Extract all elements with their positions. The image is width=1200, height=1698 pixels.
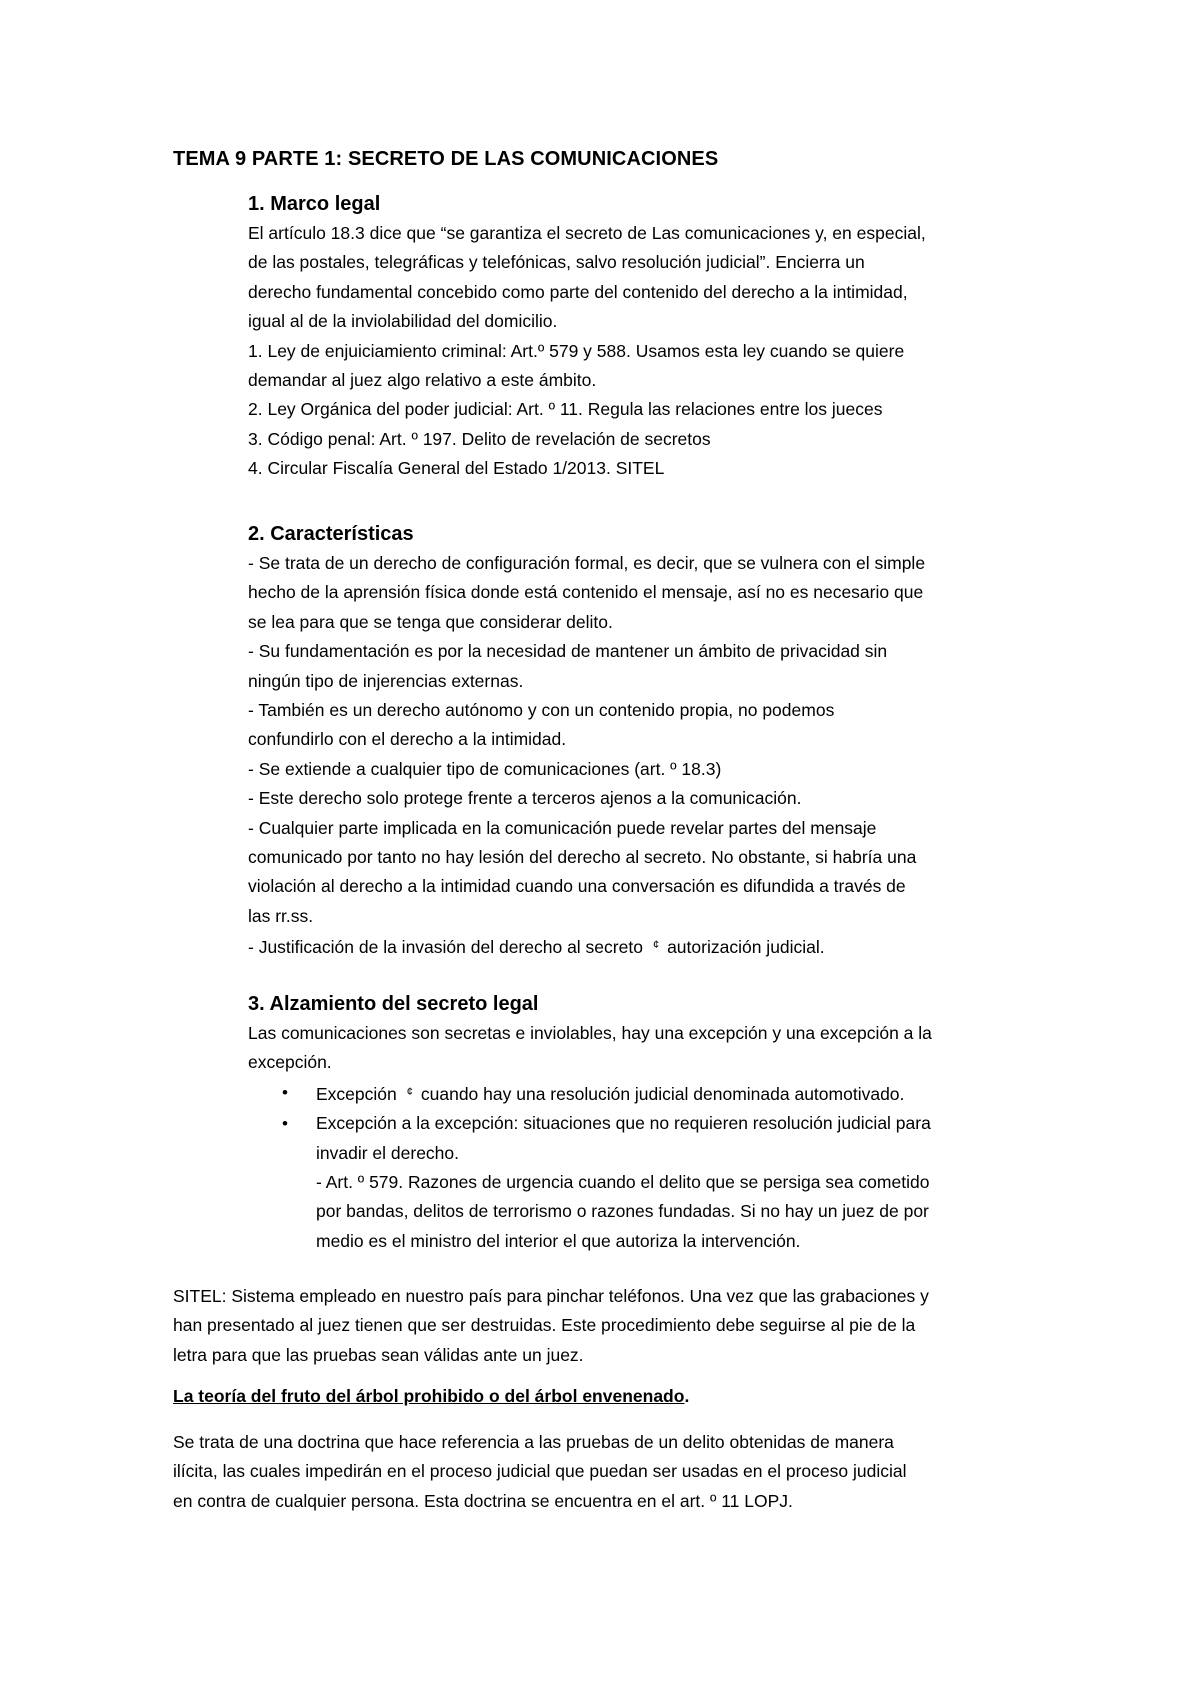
text-line: demandar al juez algo relativo a este ámbito. [248,370,597,391]
text-line: medio es el ministro del interior el que autoriza la intervención. [316,1230,801,1251]
text-line: - También es un derecho autónomo y con un contenido propia, no podemos [248,700,835,721]
doctrine-paragraph [173,1428,1053,1516]
text-line: excepción. [248,1052,332,1073]
text-line: invadir el derecho. [316,1142,459,1163]
section-body [248,549,1048,963]
bullet-icon: • [282,1114,288,1134]
text-line: - Se extiende a cualquier tipo de comunicaciones (art. º 18.3) [248,758,722,779]
text-line: Se trata de una doctrina que hace referencia a las pruebas de un delito obtenidas de manera [173,1432,894,1452]
text-line: - Art. º 579. Razones de urgencia cuando el delito que se persiga sea cometido [316,1172,930,1193]
bullet-item [248,1109,1048,1256]
text-line: SITEL: Sistema empleado en nuestro país para pinchar teléfonos. Una vez que las grabaciones y [173,1286,929,1306]
bullet-item [248,1078,1048,1109]
text-line: derecho fundamental concebido como parte del contenido del derecho a la intimidad, [248,281,908,302]
text-fragment: Excepción [316,1083,397,1104]
arrow-icon: ¢ [652,939,660,952]
text-fragment: autorización judicial. [667,937,825,958]
text-line: de las postales, telegráficas y telefónicas, salvo resolución judicial”. Encierra un [248,252,865,273]
text-line: Excepción a la excepción: situaciones que no requieren resolución judicial para [316,1113,931,1134]
section-marco-legal [248,190,1048,484]
text-line: por bandas, delitos de terrorismo o razones fundadas. Si no hay un juez de por [316,1201,929,1222]
text-line: igual al de la inviolabilidad del domicilio. [248,311,558,332]
text-line: 4. Circular Fiscalía General del Estado 1/2013. SITEL [248,458,665,479]
section-body [248,219,1048,484]
sitel-paragraph [173,1282,1053,1370]
text-line: hecho de la aprensión física donde está contenido el mensaje, así no es necesario que [248,582,924,603]
doctrine-heading [173,1386,1053,1407]
text-line: - Este derecho solo protege frente a terceros ajenos a la comunicación. [248,788,802,809]
text-fragment: - Justificación de la invasión del derecho al secreto [248,937,643,958]
text-line: se lea para que se tenga que considerar delito. [248,611,613,632]
text-line: ningún tipo de injerencias externas. [248,670,524,691]
bullet-icon: • [282,1082,288,1102]
section-body [248,1019,1048,1078]
text-line: confundirlo con el derecho a la intimidad. [248,729,567,750]
arrow-icon: ¢ [406,1085,413,1098]
text-fragment: cuando hay una resolución judicial denominada automotivado. [420,1083,905,1104]
section-heading: 2. Características [248,523,414,545]
text-line: han presentado al juez tienen que ser destruidas. Este procedimiento debe seguirse al pie de la [173,1315,916,1336]
doctrine-heading-text: La teoría del fruto del árbol prohibido o del árbol envenenado [173,1386,685,1406]
text-line: las rr.ss. [248,905,314,926]
text-line: ilícita, las cuales impedirán en el proceso judicial que puedan ser usadas en el proceso judicial [173,1461,907,1482]
text-line: comunicado por tanto no hay lesión del derecho al secreto. No obstante, si habría una [248,847,917,868]
text-line: - Su fundamentación es por la necesidad de mantener un ámbito de privacidad sin [248,641,888,662]
text-line: en contra de cualquier persona. Esta doctrina se encuentra en el art. º 11 LOPJ. [173,1490,793,1511]
section-caracteristicas [248,520,1048,963]
text-line: - Se trata de un derecho de configuración formal, es decir, que se vulnera con el simple [248,553,926,573]
text-line: letra para que las pruebas sean válidas ante un juez. [173,1344,584,1365]
text-line: 1. Ley de enjuiciamiento criminal: Art.º 579 y 588. Usamos esta ley cuando se quiere [248,340,905,361]
text-line: 2. Ley Orgánica del poder judicial: Art. º 11. Regula las relaciones entre los jueces [248,399,883,420]
text-line [248,931,1048,962]
section-alzamiento [248,990,1048,1256]
document-title: TEMA 9 PARTE 1: SECRETO DE LAS COMUNICACIONES [173,148,719,170]
section-heading: 3. Alzamiento del secreto legal [248,993,539,1015]
section-heading: 1. Marco legal [248,193,381,215]
text-line: El artículo 18.3 dice que “se garantiza el secreto de Las comunicaciones y, en especial, [248,223,926,243]
text-line: - Cualquier parte implicada en la comunicación puede revelar partes del mensaje [248,817,877,838]
text-line: violación al derecho a la intimidad cuando una conversación es difundida a través de [248,876,906,897]
text-line: Las comunicaciones son secretas e inviolables, hay una excepción y una excepción a la [248,1023,932,1043]
text-line: 3. Código penal: Art. º 197. Delito de revelación de secretos [248,428,711,449]
doctrine-heading-suffix: . [684,1386,690,1406]
